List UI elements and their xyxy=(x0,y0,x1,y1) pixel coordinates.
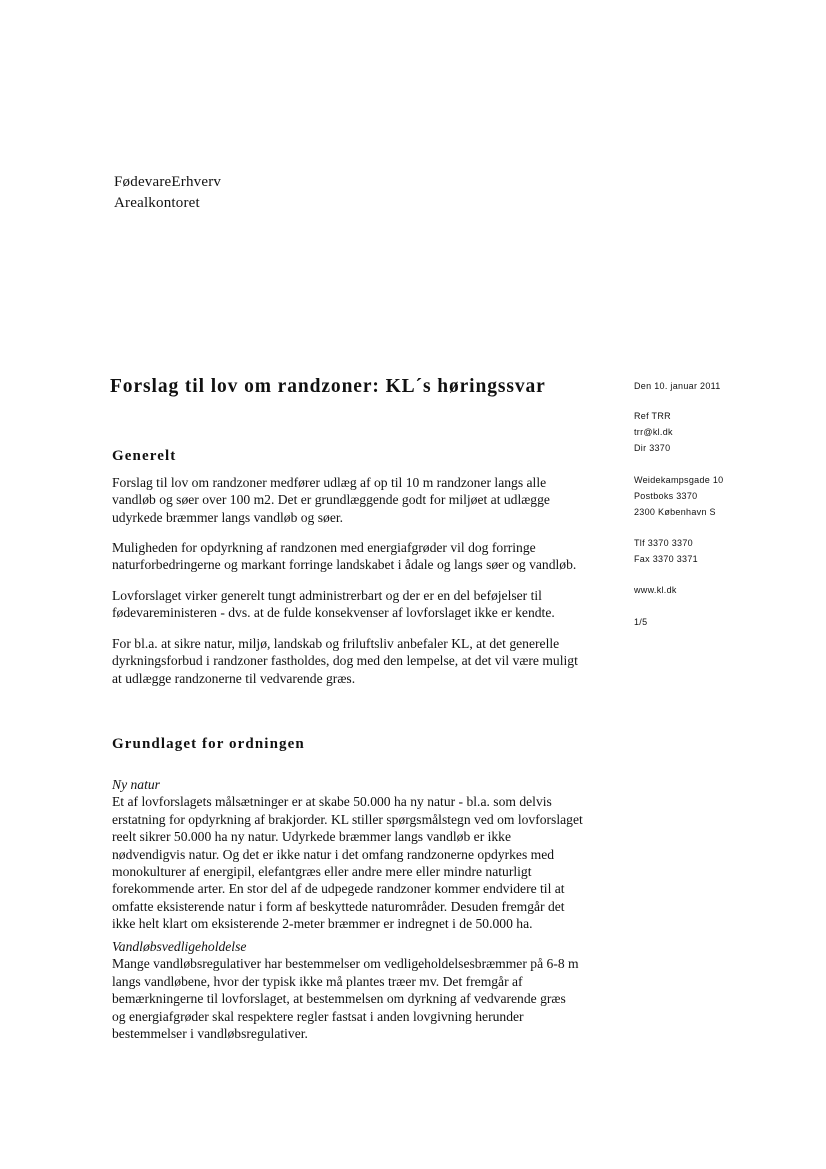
paragraph-generelt-4 xyxy=(112,635,612,687)
text-line: at udlægge randzonerne til vedvarende græs. xyxy=(112,670,356,686)
text-line: monokulturer af energipil, elefantgræs eller andre mere eller mindre naturligt xyxy=(112,864,532,880)
paragraph-generelt-2 xyxy=(112,539,612,574)
text-line: For bl.a. at sikre natur, miljø, landskab og friluftsliv anbefaler KL, at det generelle xyxy=(112,636,560,651)
text-line: Mange vandløbsregulativer har bestemmelser om vedligeholdelsesbræmmer på 6-8 m xyxy=(112,956,579,972)
sidebar-address-line-3: 2300 København S xyxy=(634,507,716,517)
text-line: Lovforslaget virker generelt tungt administrerbart og der er en del beføjelser til xyxy=(112,588,542,603)
section-heading-grundlaget: Grundlaget for ordningen xyxy=(112,736,305,752)
section-heading-generelt: Generelt xyxy=(112,448,177,464)
document-title: Forslag til lov om randzoner: KL´s høringssvar xyxy=(110,376,546,397)
sidebar-address xyxy=(634,472,724,520)
text-line: ikke helt klart om eksisterende 2-meter bræmmer er indregnet i de 50.000 ha. xyxy=(112,916,533,932)
recipient-line-1: FødevareErhverv xyxy=(114,174,222,190)
sidebar-website[interactable]: www.kl.dk xyxy=(634,585,677,595)
text-line: naturforbedringerne og markant forringe landskabet i ådale og langs søer og vandløb. xyxy=(112,557,577,573)
sidebar-address-line-2: Postboks 3370 xyxy=(634,491,698,501)
sidebar-dir: Dir 3370 xyxy=(634,443,671,453)
paragraph-vandlobsvedligeholdelse xyxy=(112,938,612,1042)
sidebar-phone: Tlf 3370 3370 xyxy=(634,538,693,548)
sidebar-contact xyxy=(634,408,673,456)
text-line: vandløb og søer over 100 m2. Det er grundlæggende godt for miljøet at udlægge xyxy=(112,492,550,508)
sidebar-fax: Fax 3370 3371 xyxy=(634,554,698,564)
sidebar-ref: Ref TRR xyxy=(634,411,671,421)
subheading-ny-natur: Ny natur xyxy=(112,777,160,792)
recipient-line-2: Arealkontoret xyxy=(114,195,200,211)
sidebar-address-line-1: Weidekampsgade 10 xyxy=(634,475,724,485)
text-line: dyrkningsforbud i randzoner fastholdes, dog med den lempelse, at det vil være muligt xyxy=(112,653,578,669)
recipient-block xyxy=(114,172,221,214)
paragraph-generelt-1 xyxy=(112,474,612,526)
sidebar-email[interactable]: trr@kl.dk xyxy=(634,427,673,437)
text-line: Forslag til lov om randzoner medfører udlæg af op til 10 m randzoner langs alle xyxy=(112,475,547,490)
text-line: omfatte eksisterende natur i form af beskyttede naturområder. Desuden fremgår det xyxy=(112,898,565,914)
text-line: Muligheden for opdyrkning af randzonen med energiafgrøder vil dog forringe xyxy=(112,540,536,555)
text-line: udyrkede bræmmer langs vandløb og søer. xyxy=(112,509,344,525)
text-line: nødvendigvis natur. Og det er ikke natur i det omfang randzonerne opdyrkes med xyxy=(112,846,555,862)
subheading-vandlobsvedligeholdelse: Vandløbsvedligeholdelse xyxy=(112,939,247,954)
text-line: erstatning for opdyrkning af brakjorder. KL stiller spørgsmålstegn ved om lovforslaget xyxy=(112,811,583,827)
sidebar-phone-block xyxy=(634,535,698,567)
text-line: bestemmelser i vandløbsregulativer. xyxy=(112,1026,308,1042)
sidebar-page-number: 1/5 xyxy=(634,617,648,627)
text-line: reelt sikrer 50.000 ha ny natur. Udyrkede bræmmer langs vandløb er ikke xyxy=(112,829,512,845)
text-line: fødevareministeren - dvs. at de fulde konsekvenser af lovforslaget ikke er kendte. xyxy=(112,605,555,621)
sidebar-date: Den 10. januar 2011 xyxy=(634,381,721,391)
text-line: forekommende arter. En stor del af de udpegede randzoner kommer endvidere til at xyxy=(112,881,565,897)
paragraph-ny-natur xyxy=(112,776,612,933)
text-line: og energiafgrøder skal respektere regler fastsat i anden lovgivning herunder xyxy=(112,1008,524,1024)
text-line: langs vandløbene, hvor der typisk ikke må plantes træer mv. Det fremgår af xyxy=(112,973,523,989)
text-line: bemærkningerne til lovforslaget, at bestemmelsen om dyrkning af vedvarende græs xyxy=(112,991,566,1007)
text-line: Et af lovforslagets målsætninger er at skabe 50.000 ha ny natur - bl.a. som delvis xyxy=(112,794,552,810)
paragraph-generelt-3 xyxy=(112,587,612,622)
